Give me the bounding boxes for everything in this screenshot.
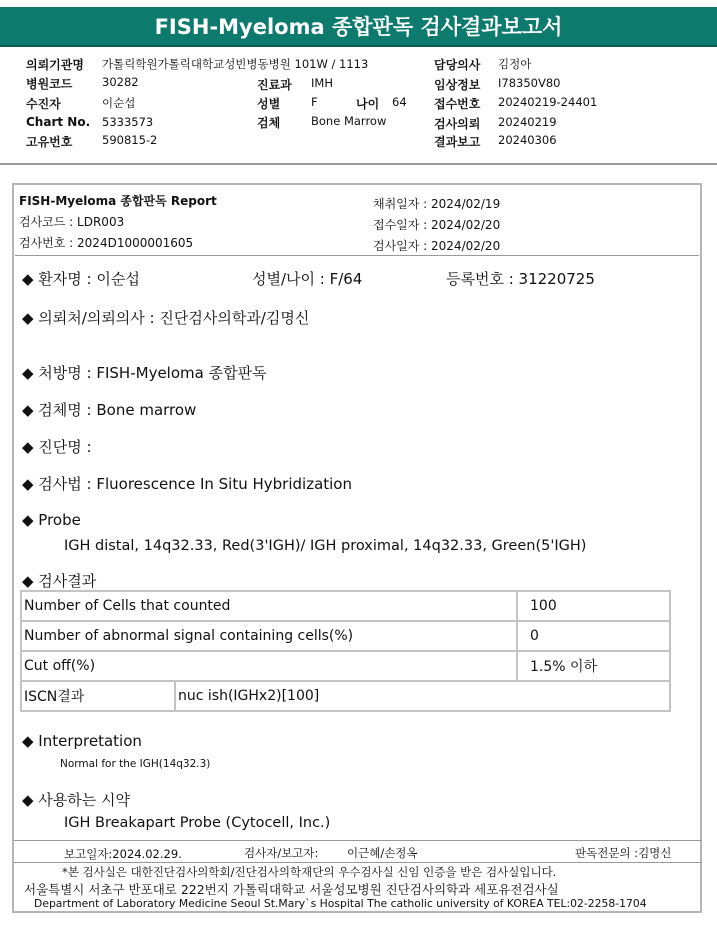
- result-title: ◆ 검사결과: [22, 572, 97, 590]
- footer-certification: *본 검사실은 대한진단검사의학회/진단검사의학재단의 우수검사실 신임 인증을 받은 검사실입니다.: [62, 865, 557, 879]
- header-label-department: 진료과: [257, 78, 292, 92]
- test-code: 검사코드 : LDR003: [19, 215, 125, 229]
- header-value-hospital-code: 30282: [102, 75, 139, 89]
- header-value-clinical-info: I78350V80: [498, 76, 561, 90]
- header-value-institution: 가톨릭학원가톨릭대학교성빈병동병원 101W / 1113: [102, 57, 369, 71]
- footer-divider: [14, 840, 702, 841]
- iscn-table: [20, 680, 671, 712]
- header-label-sex: 성별: [257, 97, 281, 111]
- header-label-request-date: 검사의뢰: [434, 117, 481, 131]
- collected-date: 채취일자 : 2024/02/19: [373, 197, 501, 211]
- table-row: [21, 681, 670, 711]
- header-label-receipt-no: 접수번호: [434, 97, 481, 111]
- prescription: ◆ 처방명 : FISH-Myeloma 종합판독: [22, 364, 267, 382]
- result-value: 0: [517, 621, 670, 651]
- header-label-report-date: 결과보고: [434, 135, 481, 149]
- header-value-request-date: 20240219: [498, 115, 557, 129]
- footer-report-date: 보고일자:2024.02.29.: [64, 847, 182, 861]
- header-label-doctor: 담당의사: [434, 58, 481, 72]
- result-label: Number of Cells that counted: [21, 591, 517, 621]
- table-row: [21, 651, 670, 681]
- result-label: Cut off(%): [21, 651, 517, 681]
- received-date: 접수일자 : 2024/02/20: [373, 218, 501, 232]
- patient-sex-age: 성별/나이 : F/64: [252, 270, 363, 288]
- interpretation-text: Normal for the IGH(14q32.3): [60, 758, 211, 770]
- header-label-patient: 수진자: [26, 97, 61, 111]
- header-value-sex: F: [311, 95, 318, 109]
- interpretation-title: ◆ Interpretation: [22, 732, 142, 750]
- reagent-title: ◆ 사용하는 시약: [22, 791, 131, 809]
- header-label-institution: 의뢰기관명: [26, 58, 84, 72]
- result-label: Number of abnormal signal containing cells(%): [21, 621, 517, 651]
- footer-divider: [14, 862, 702, 863]
- report-name: FISH-Myeloma 종합판독 Report: [19, 194, 217, 208]
- header-value-receipt-no: 20240219-24401: [498, 95, 598, 109]
- iscn-label: ISCN결과: [21, 681, 175, 711]
- tested-date: 검사일자 : 2024/02/20: [373, 239, 501, 253]
- header-label-specimen: 검체: [257, 116, 281, 130]
- iscn-value: nuc ish(IGHx2)[100]: [175, 681, 670, 711]
- table-row: [21, 621, 670, 651]
- header-divider: [0, 163, 717, 165]
- patient-name: ◆ 환자명 : 이순섭: [22, 270, 140, 288]
- header-label-chart-no: Chart No.: [26, 115, 91, 129]
- table-row: [21, 591, 670, 621]
- footer-department: Department of Laboratory Medicine Seoul St.Mary`s Hospital The catholic university of KOREA TEL:02-2258-1704: [34, 897, 647, 910]
- result-value: 1.5% 이하: [517, 651, 670, 681]
- result-value: 100: [517, 591, 670, 621]
- report-title-bar: [0, 7, 717, 47]
- probe-title: ◆ Probe: [22, 511, 81, 529]
- footer-reader: 판독전문의 :김명신: [575, 846, 672, 860]
- patient-registration-no: 등록번호 : 31220725: [446, 270, 595, 288]
- report-info-box: [15, 186, 699, 256]
- result-table: [20, 590, 671, 682]
- header-label-hospital-code: 병원코드: [26, 77, 73, 91]
- header-value-specimen: Bone Marrow: [311, 114, 387, 128]
- header-value-department: IMH: [311, 76, 333, 90]
- header-value-patient: 이순섭: [102, 96, 136, 110]
- reagent-text: IGH Breakapart Probe (Cytocell, Inc.): [64, 815, 331, 831]
- specimen: ◆ 검체명 : Bone marrow: [22, 401, 197, 419]
- footer-examiner-names: 이근혜/손정옥: [347, 846, 418, 860]
- footer-address: 서울특별시 서초구 반포대로 222번지 가톨릭대학교 서울성모병원 진단검사의학과 세포유전검사실: [24, 882, 559, 897]
- header-label-unique-no: 고유번호: [26, 135, 73, 149]
- diagnosis: ◆ 진단명 :: [22, 438, 92, 456]
- header-label-clinical-info: 임상정보: [434, 78, 481, 92]
- report-title: FISH-Myeloma 종합판독 검사결과보고서: [154, 15, 563, 39]
- header-label-age: 나이: [356, 97, 380, 111]
- footer-examiner-label: 검사자/보고자:: [244, 846, 319, 860]
- header-value-chart-no: 5333573: [102, 115, 154, 129]
- test-number: 검사번호 : 2024D1000001605: [19, 236, 194, 250]
- requester: ◆ 의뢰처/의뢰의사 : 진단검사의학과/김명신: [22, 309, 310, 327]
- header-value-doctor: 김정아: [498, 57, 532, 71]
- method: ◆ 검사법 : Fluorescence In Situ Hybridization: [22, 475, 352, 493]
- header-value-report-date: 20240306: [498, 133, 557, 147]
- header-value-age: 64: [392, 95, 407, 109]
- probe-text: IGH distal, 14q32.33, Red(3'IGH)/ IGH proximal, 14q32.33, Green(5'IGH): [64, 538, 587, 554]
- header-value-unique-no: 590815-2: [102, 133, 158, 147]
